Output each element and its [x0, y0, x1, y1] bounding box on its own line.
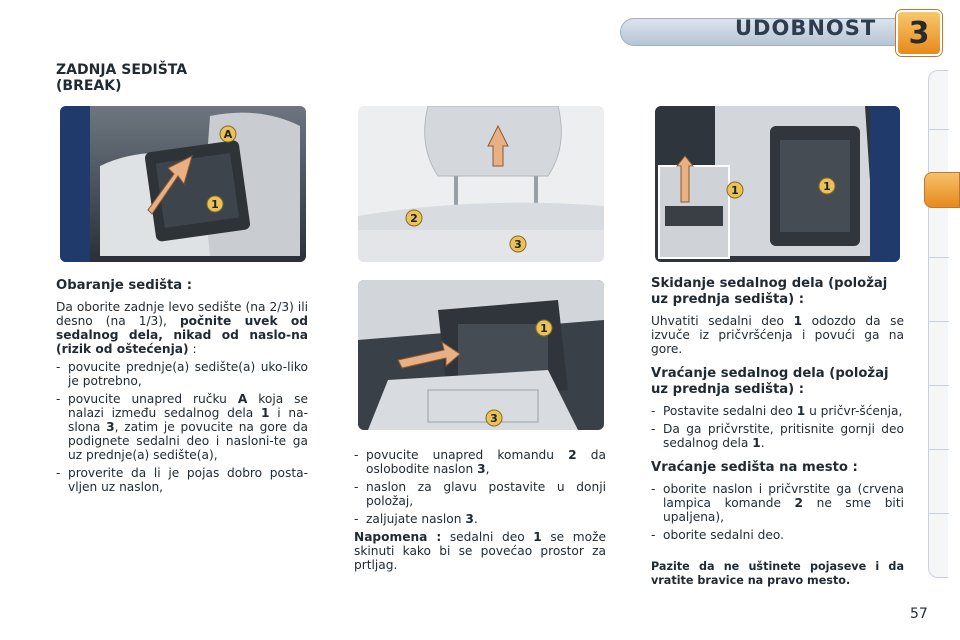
tab-divider: [929, 257, 949, 258]
folding-intro: Da oborite zadnje levo sedište (na 2/3) ili desno (na 1/3), počnite uvek od sedalnog dela, nikad od naslo-na (rizik od oštećenja) :: [56, 300, 309, 356]
photo-backrest-folded: [358, 280, 604, 430]
headrest-illustration: [358, 106, 604, 262]
list-item: - naslon za glavu postavite u donji položaj,: [354, 480, 606, 508]
heading-refit-cushion: Vraćanje sedalnog dela (položaj uz prednja sedišta) :: [651, 366, 889, 397]
list-item: - zaljujate naslon 3.: [354, 512, 606, 526]
backrest-folded-illustration: [358, 280, 604, 430]
tab-divider: [929, 321, 949, 322]
folding-steps: [56, 360, 308, 494]
photo-headrest: [358, 106, 604, 262]
label-3: 3: [514, 238, 522, 251]
label-2: 2: [410, 212, 418, 225]
photo-cushion-removal: [655, 106, 900, 262]
label-1: 1: [540, 322, 548, 335]
list-item: - Da ga pričvrstite, pritisnite gornji deo sedalnog dela 1.: [651, 422, 904, 450]
section-folding-seat: [56, 278, 308, 498]
backrest-steps: [354, 448, 606, 526]
remove-cushion-text: Uhvatiti sedalni deo 1 odozdo da se izvuče iz pričvršćenja i povući ga na gore.: [651, 314, 904, 356]
cushion-removal-illustration: [655, 106, 900, 262]
tab-divider: [929, 513, 949, 514]
list-item: - oborite naslon i pričvrstite ga (crvena lampica komande 2 ne sme biti upaljena),: [651, 482, 904, 524]
list-item: - povucite unapred ručku A koja se nalazi između sedalnog dela 1 i na-slona 3, zatim je povucite na gore da podignete sedalni deo i nasloni-te ga uz prednje(a) sedište(a),: [56, 392, 308, 462]
list-item: - povucite prednje(a) sedište(a) uko-liko je potrebno,: [56, 360, 308, 388]
section-backrest-steps: [354, 448, 606, 576]
photo-seat-fold: [60, 106, 306, 262]
seat-fold-illustration: [60, 106, 306, 262]
refit-cushion-steps: [651, 404, 904, 450]
label-1: 1: [731, 184, 739, 197]
list-item: - proverite da li je pojas dobro posta-vljen uz naslon,: [56, 466, 308, 494]
label-1: 1: [823, 180, 831, 193]
page-number: 57: [910, 606, 928, 622]
chapter-title: UDOBNOST: [735, 16, 877, 40]
heading-folding-seat: Obaranje sedišta :: [56, 278, 193, 293]
tab-divider: [929, 129, 949, 130]
chapter-number-badge: 3: [896, 10, 942, 56]
label-1: 1: [211, 198, 219, 211]
tab-divider: [929, 449, 949, 450]
list-item: - oborite sedalni deo.: [651, 528, 904, 542]
list-item: - Postavite sedalni deo 1 u pričvr-šćenja,: [651, 404, 904, 418]
section-title: ZADNJA SEDIŠTA (BREAK): [56, 62, 188, 94]
tab-divider: [929, 385, 949, 386]
chapter-tab-strip: [928, 70, 948, 578]
warning-note: Pazite da ne uštinete pojaseve i da vratite bravice na pravo mesto.: [651, 560, 904, 587]
label-A: A: [223, 128, 233, 141]
return-seat-steps: [651, 482, 904, 542]
heading-return-seat: Vraćanje sedišta na mesto :: [651, 460, 858, 475]
label-3: 3: [490, 412, 498, 425]
heading-remove-cushion: Skidanje sedalnog dela (položaj uz prednja sedišta) :: [651, 276, 888, 307]
list-item: - povucite unapred komandu 2 da oslobodite naslon 3,: [354, 448, 606, 476]
note: Napomena : sedalni deo 1 se može skinuti kako bi se povećao prostor za prtljag.: [354, 530, 606, 572]
active-chapter-tab[interactable]: [924, 172, 960, 208]
section-cushion: [651, 276, 904, 592]
